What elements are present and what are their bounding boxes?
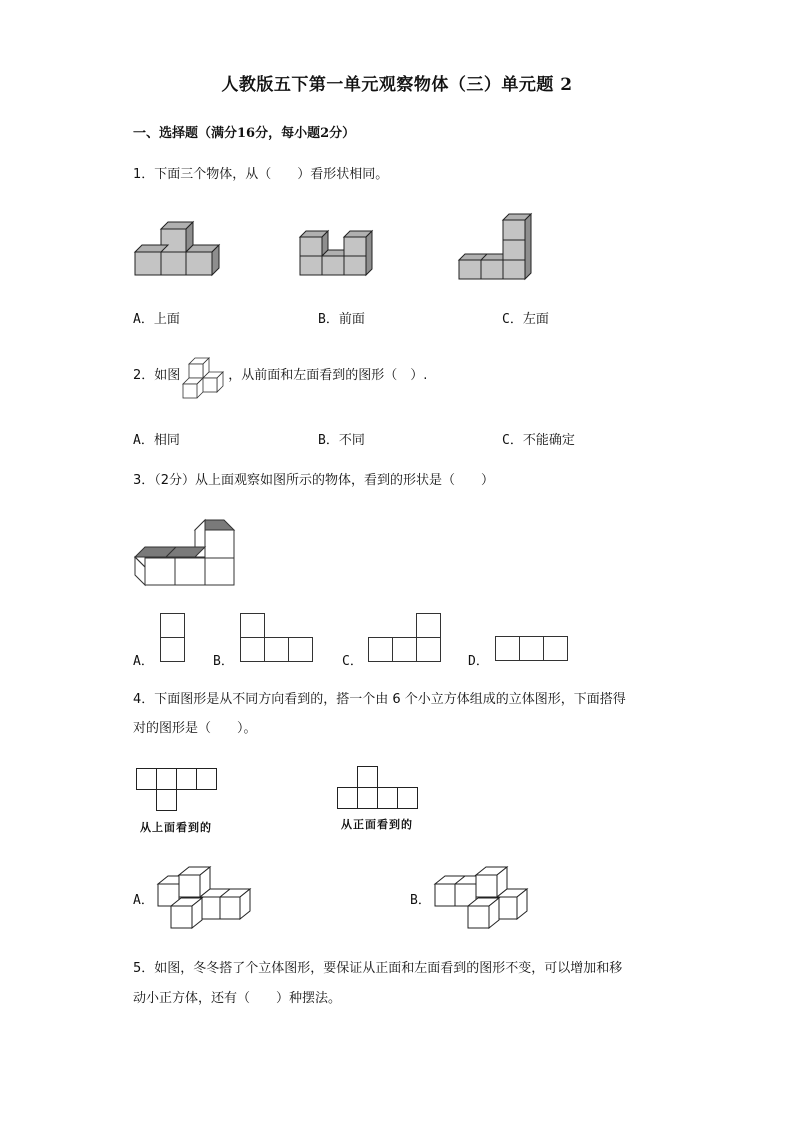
question-4-text-line1: 4．下面图形是从不同方向看到的，搭一个由 6 个小立方体组成的立体图形，下面搭得 [133,692,626,707]
q1-option-b[interactable]: B．前面 [318,312,365,327]
q2-inline-cubes-figure [183,356,228,398]
q3-option-c-label[interactable]: C． [342,654,363,669]
q4-option-b-label[interactable]: B． [410,893,431,908]
q1-option-c[interactable]: C．左面 [502,312,549,327]
question-5-text-line2: 动小正方体，还有（ ）种摆法。 [133,991,342,1006]
section-heading: 一、选择题（满分16分，每小题2分） [133,126,356,141]
question-3-text: 3．（2分）从上面观察如图所示的物体，看到的形状是（ ） [133,473,495,488]
q3-option-a-shape[interactable] [160,613,185,663]
q3-option-a-label[interactable]: A． [133,654,154,669]
q3-option-d-label[interactable]: D． [468,654,489,669]
q2-option-a[interactable]: A．相同 [133,433,180,448]
q1-option-a[interactable]: A．上面 [133,312,180,327]
q2-option-c[interactable]: C．不能确定 [502,433,575,448]
q4-option-a-label[interactable]: A． [133,893,154,908]
q4-front-view-shape [337,766,421,810]
q4-option-a-cubes[interactable] [158,866,253,928]
q1-figure-a-cubes [135,220,225,275]
q1-figure-b-cubes [300,230,375,275]
q3-option-b-shape[interactable] [240,613,314,663]
q1-figure-c-cubes [459,214,534,280]
q3-option-d-shape[interactable] [495,636,569,662]
q3-option-b-label[interactable]: B． [213,654,234,669]
q2-option-b[interactable]: B．不同 [318,433,365,448]
question-2-text: 2．如图 ，从前面和左面看到的图形（ ）. [133,368,428,383]
question-4-text-line2: 对的图形是（ ）。 [133,721,257,736]
q4-front-view-caption: 从正面看到的 [341,818,413,831]
q3-option-c-shape[interactable] [368,613,442,663]
question-5-text-line1: 5．如图，冬冬搭了个立体图形，要保证从正面和左面看到的图形不变，可以增加和移 [133,961,623,976]
q3-object-figure [135,519,237,587]
q4-top-view-shape [136,768,220,812]
q4-option-b-cubes[interactable] [435,866,530,928]
question-1-text: 1．下面三个物体，从（ ）看形状相同。 [133,167,389,182]
page-title: 人教版五下第一单元观察物体（三）单元题 2 [221,75,573,95]
q4-top-view-caption: 从上面看到的 [140,821,212,834]
